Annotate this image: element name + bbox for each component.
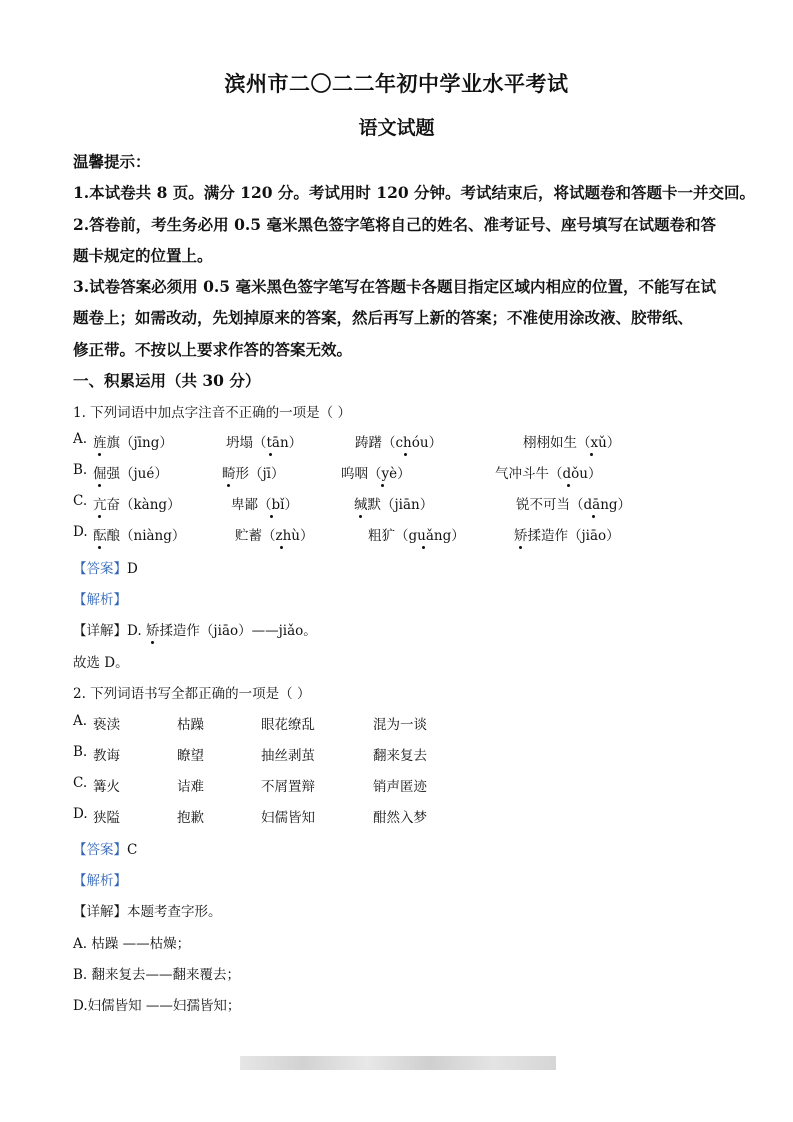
option-word: 呜咽（yè） <box>341 466 411 482</box>
option-label: A. <box>73 431 88 447</box>
option-word: 眼花缭乱 <box>261 717 315 733</box>
option-word: 翻来复去 <box>373 748 427 764</box>
correction-line: D.妇儒皆知 ——妇孺皆知； <box>73 998 241 1014</box>
option-word: 诘难 <box>177 779 204 795</box>
option-word: 篝火 <box>93 779 120 795</box>
tips-heading: 温馨提示： <box>73 152 151 171</box>
answer-value: C <box>127 842 138 858</box>
detail-tag: 【详解】 <box>73 623 127 639</box>
option-word: 抽丝剥茧 <box>261 748 315 764</box>
analysis-tag: 【解析】 <box>73 592 127 608</box>
question-2-stem: 2. 下列词语书写全都正确的一项是（ ） <box>73 686 311 702</box>
option-label: B. <box>73 462 88 478</box>
detail-line: 【详解】本题考查字形。 <box>73 904 222 920</box>
blurred-footer-watermark <box>240 1056 556 1070</box>
tip-line: 题卡规定的位置上。 <box>73 246 213 265</box>
option-word: 栩栩如生（xǔ） <box>523 435 621 451</box>
correction-line: B. 翻来复去——翻来覆去； <box>73 967 241 983</box>
option-label: D. <box>73 806 88 822</box>
option-label: C. <box>73 493 88 509</box>
option-word: 教诲 <box>93 748 120 764</box>
option-word: 混为一谈 <box>373 717 427 733</box>
option-word: 贮蓄（zhù） <box>235 528 314 544</box>
option-word: 旌旗（jīng） <box>93 435 173 451</box>
option-word: 亵渎 <box>93 717 120 733</box>
option-word: 粗犷（guǎng） <box>368 528 465 544</box>
option-word: 锐不可当（dāng） <box>516 497 632 513</box>
correction-line: A. 枯躁 ——枯燥； <box>73 936 191 952</box>
option-word: 妇儒皆知 <box>261 810 315 826</box>
answer-value: D <box>127 561 138 577</box>
option-word: 畸形（jī） <box>222 466 285 482</box>
option-word: 酣然入梦 <box>373 810 427 826</box>
option-word: 亢奋（kàng） <box>93 497 181 513</box>
conclusion-line: 故选 D。 <box>73 655 129 671</box>
option-word: 踌躇（chóu） <box>355 435 443 451</box>
detail-tag: 【详解】 <box>73 904 127 920</box>
option-word: 矫揉造作（jiāo） <box>514 528 620 544</box>
answer-line <box>73 557 138 577</box>
option-word: 气冲斗牛（dǒu） <box>495 466 602 482</box>
answer-line <box>73 838 137 858</box>
option-label: A. <box>73 713 88 729</box>
option-word: 卑鄙（bǐ） <box>231 497 298 513</box>
section-heading: 一、积累运用（共 30 分） <box>73 371 261 390</box>
question-1-stem: 1. 下列词语中加点字注音不正确的一项是（ ） <box>73 405 351 421</box>
option-word: 瞭望 <box>177 748 204 764</box>
answer-tag: 【答案】 <box>73 842 127 858</box>
tip-line: 修正带。不按以上要求作答的答案无效。 <box>73 340 353 359</box>
option-word: 缄默（jiān） <box>354 497 434 513</box>
option-word: 枯躁 <box>177 717 204 733</box>
option-label: D. <box>73 524 88 540</box>
tip-line: 3.试卷答案必须用 0.5 毫米黑色签字笔写在答题卡各题目指定区域内相应的位置，不能写在试 <box>73 277 716 296</box>
analysis-tag: 【解析】 <box>73 873 127 889</box>
option-label: B. <box>73 744 88 760</box>
option-word: 不屑置辩 <box>261 779 315 795</box>
detail-line: 【详解】D. 矫揉造作（jiāo）——jiǎo。 <box>73 623 317 639</box>
option-word: 倔强（jué） <box>93 466 168 482</box>
exam-title: 滨州市二〇二二年初中学业水平考试 <box>224 71 569 96</box>
option-word: 酝酿（niàng） <box>93 528 186 544</box>
tip-line: 2.答卷前，考生务必用 0.5 毫米黑色签字笔将自己的姓名、准考证号、座号填写在试题卷和答 <box>73 215 716 234</box>
option-word: 销声匿迹 <box>373 779 427 795</box>
option-label: C. <box>73 775 88 791</box>
tip-line: 1.本试卷共 8 页。满分 120 分。考试用时 120 分钟。考试结束后，将试题卷和答题卡一并交回。 <box>73 183 756 202</box>
option-word: 狭隘 <box>93 810 120 826</box>
tip-line: 题卷上；如需改动，先划掉原来的答案，然后再写上新的答案；不准使用涂改液、胶带纸、 <box>73 308 694 327</box>
exam-subtitle: 语文试题 <box>358 117 435 139</box>
option-word: 抱歉 <box>177 810 204 826</box>
option-word: 坍塌（tān） <box>226 435 303 451</box>
answer-tag: 【答案】 <box>73 561 127 577</box>
